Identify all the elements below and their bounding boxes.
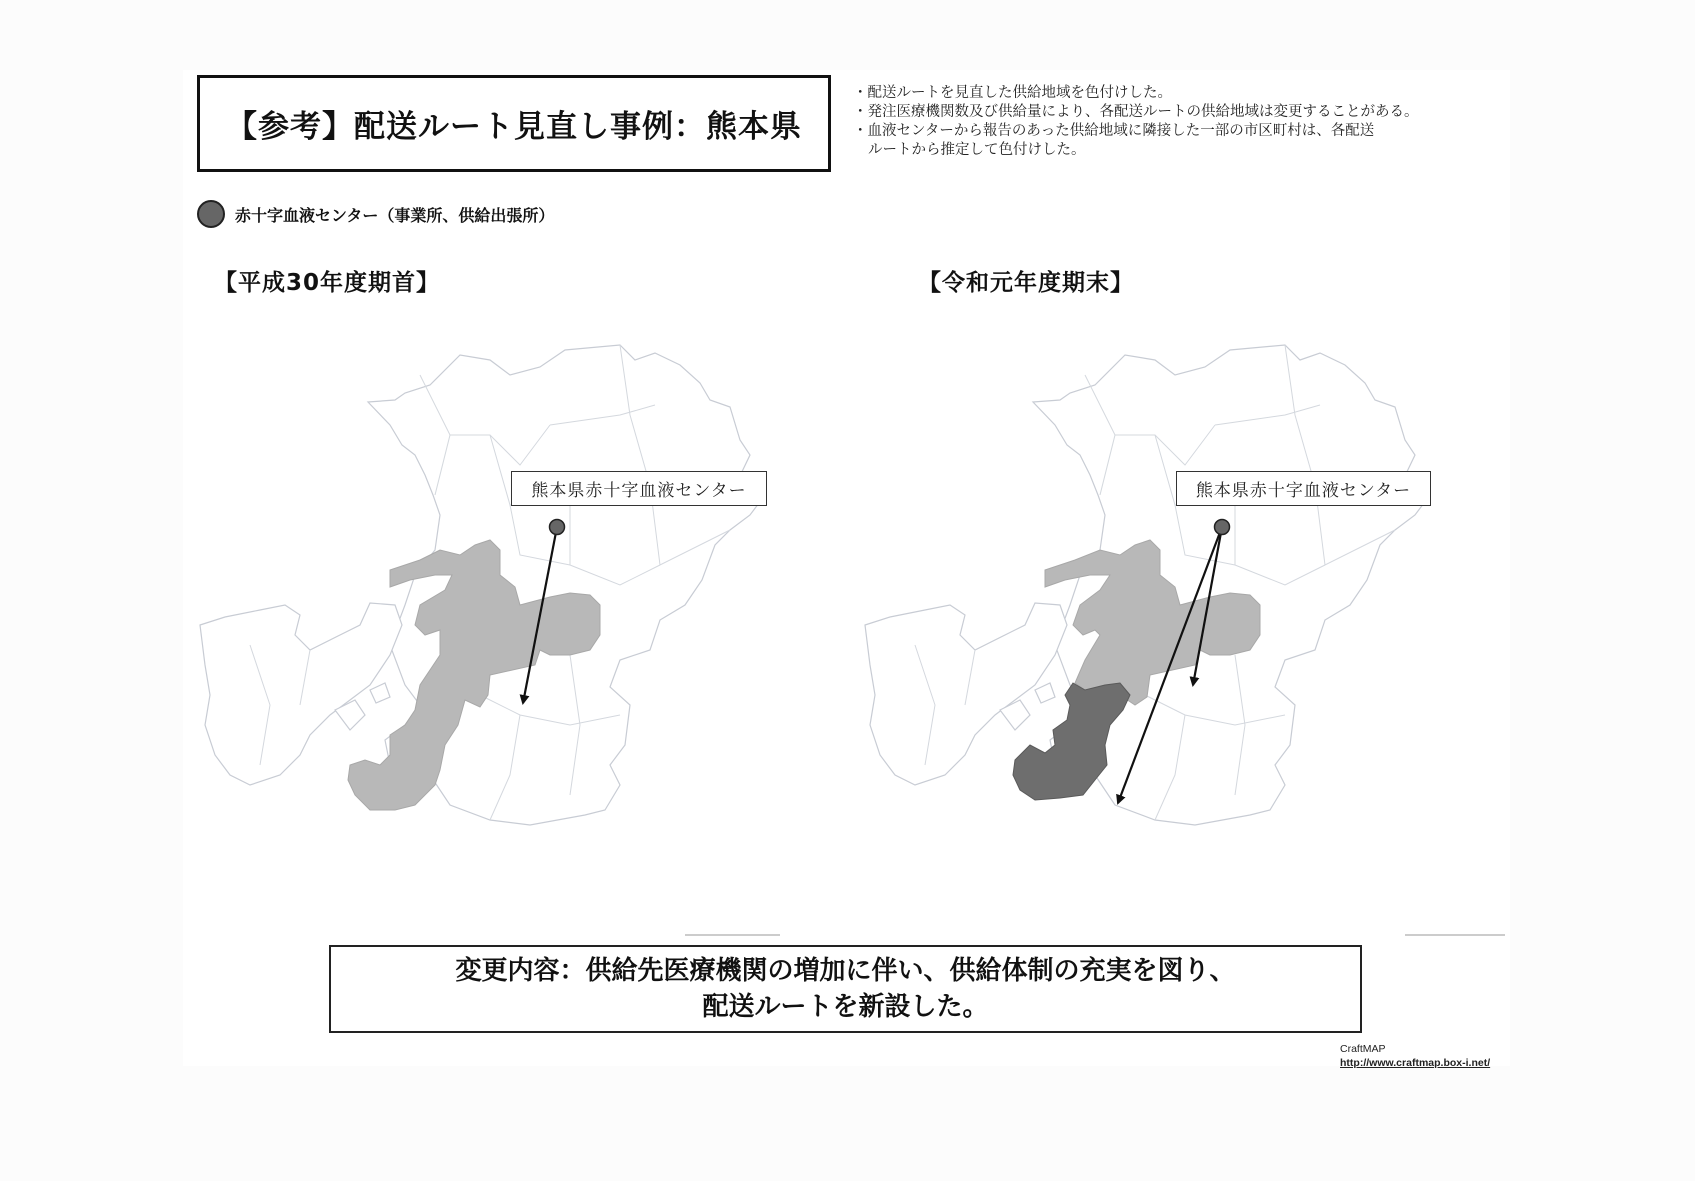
credit-url-link[interactable]: http://www.craftmap.box-i.net/ — [1340, 1057, 1491, 1069]
notes — [853, 84, 1513, 160]
center-label-after — [1176, 471, 1431, 506]
blood-center-marker — [550, 520, 565, 535]
legend-label: 赤十字血液センター（事業所、供給出張所） — [235, 205, 555, 225]
credit — [1340, 1042, 1490, 1070]
note-line: ・配送ルートを見直した供給地域を色付けした。 — [853, 85, 1172, 101]
note-line: ルートから推定して色付けした。 — [868, 142, 1086, 158]
map-before — [190, 305, 840, 945]
summary-line-2: 配送ルートを新設した。 — [702, 992, 989, 1022]
circle-marker-icon — [197, 200, 225, 228]
page-title: 【参考】配送ルート見直し事例：熊本県 — [226, 109, 802, 145]
legend — [197, 200, 554, 228]
center-label-before — [511, 471, 767, 506]
blood-center-marker — [1215, 520, 1230, 535]
period-label-after: 【令和元年度期末】 — [918, 270, 1134, 296]
center-label-text: 熊本県赤十字血液センター — [531, 481, 747, 501]
title-box — [197, 75, 831, 172]
note-line: ・発注医療機関数及び供給量により、各配送ルートの供給地域は変更することがある。 — [853, 104, 1419, 120]
map-after — [855, 305, 1515, 945]
summary-line-1: 変更内容：供給先医療機関の増加に伴い、供給体制の充実を図り、 — [455, 956, 1236, 986]
period-label-before: 【平成30年度期首】 — [214, 270, 441, 296]
credit-name: CraftMAP — [1340, 1043, 1386, 1055]
center-label-text: 熊本県赤十字血液センター — [1195, 481, 1412, 501]
summary-box — [329, 945, 1362, 1033]
note-line: ・血液センターから報告のあった供給地域に隣接した一部の市区町村は、各配送 — [853, 123, 1375, 139]
